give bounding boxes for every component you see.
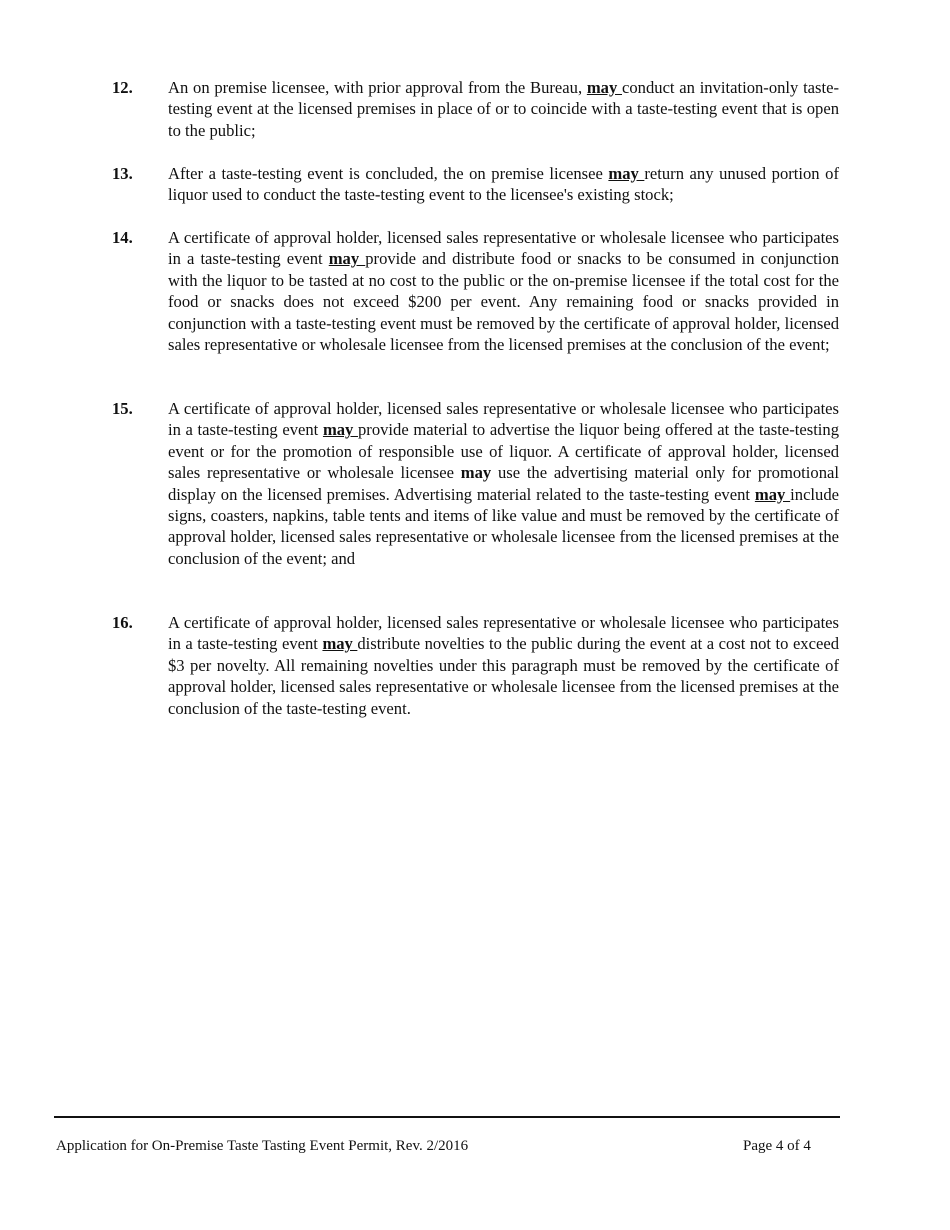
- item-text: A certificate of approval holder, licensed sales representative or wholesale licensee who participates in a taste-testing event may provide material to advertise the liquor being offered at the taste-testing event or for the promotion of responsible use of liquor. A certificate of approval holder, licensed sales representative or wholesale licensee may use the advertising material only for promotional display on the licensed premises. Advertising material related to the taste-testing event may include signs, coasters, napkins, table tents and items of like value and must be removed by the certificate of approval holder, licensed sales representative or wholesale licensee from the licensed premises at the conclusion of the event; and: [168, 399, 840, 568]
- footer-divider: [54, 1116, 840, 1118]
- list-item-15: [112, 398, 839, 569]
- item-number: 16.: [112, 613, 133, 632]
- list-item-16: [112, 612, 839, 719]
- may-emphasis: may: [754, 484, 791, 504]
- item-text: An on premise licensee, with prior approval from the Bureau, may conduct an invitation-only taste-testing event at the licensed premises in place of or to coincide with a taste-testing event that is open to the public;: [168, 78, 840, 140]
- item-number: 15.: [112, 399, 133, 418]
- may-emphasis: may: [322, 420, 358, 440]
- footer-page-number: Page 4 of 4: [743, 1138, 811, 1154]
- item-text: After a taste-testing event is concluded, the on premise licensee may return any unused portion of liquor used to conduct the taste-testing event to the licensee's existing stock;: [168, 164, 839, 205]
- list-item-14: [112, 227, 839, 355]
- item-text: A certificate of approval holder, licensed sales representative or wholesale licensee who participates in a taste-testing event may distribute novelties to the public during the event at a cost not to exceed $3 per novelty. All remaining novelties under this paragraph must be removed by the certificate of approval holder, licensed sales representative or wholesale licensee from the licensed premises at the conclusion of the taste-testing event.: [168, 613, 839, 718]
- list-item-13: [112, 163, 839, 206]
- item-number: 13.: [112, 164, 133, 183]
- may-emphasis: may: [608, 164, 645, 183]
- may-bold: may: [460, 463, 492, 483]
- item-number: 14.: [112, 228, 133, 247]
- may-emphasis: may: [322, 634, 358, 654]
- footer-form-title: Application for On-Premise Taste Tasting Event Permit, Rev. 2/2016: [56, 1138, 469, 1154]
- list-item-12: [112, 77, 839, 141]
- may-emphasis: may: [586, 78, 623, 97]
- item-text: A certificate of approval holder, licensed sales representative or wholesale licensee who participates in a taste-testing event may provide and distribute food or snacks to be consumed in conjunction with the liquor to be tasted at no cost to the public or the on-premise licensee if the total cost for the food or snacks does not exceed $200 per event. Any remaining food or snacks provided in conjunction with a taste-testing event must be removed by the certificate of approval holder, licensed sales representative or wholesale licensee from the licensed premises at the conclusion of the event;: [168, 228, 839, 355]
- item-number: 12.: [112, 78, 133, 97]
- may-emphasis: may: [328, 249, 366, 269]
